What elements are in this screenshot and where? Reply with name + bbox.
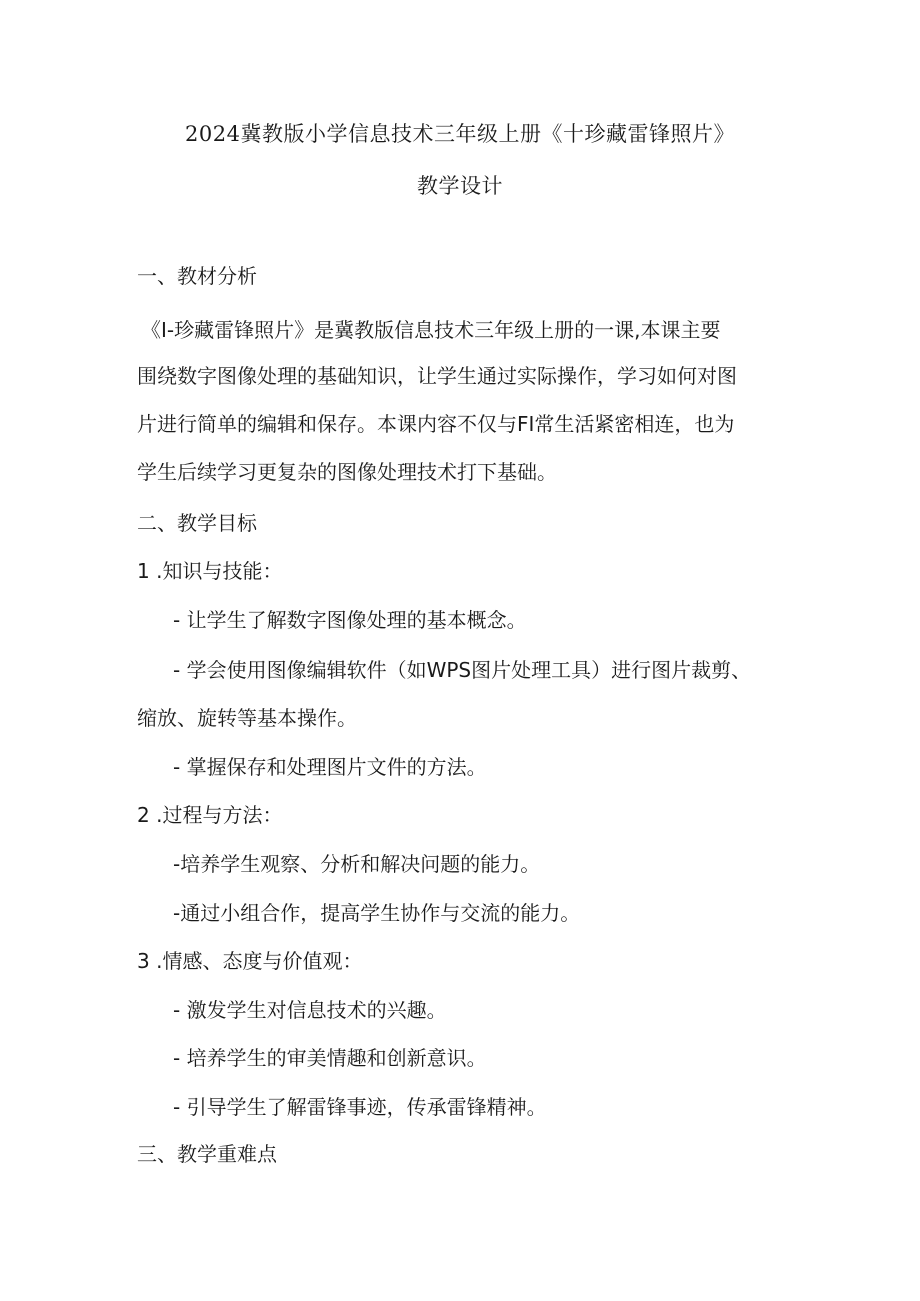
paragraph-line: 片进行简单的编辑和保存。本课内容不仅与FI常生活紧密相连，也为 bbox=[137, 412, 735, 436]
list-item: -通过小组合作，提高学生协作与交流的能力。 bbox=[173, 901, 581, 925]
section-heading-textbook-analysis: 一、教材分析 bbox=[137, 264, 257, 288]
goal-heading-emotions-values: 3 .情感、态度与价值观： bbox=[137, 949, 363, 973]
document-title: 2024冀教版小学信息技术三年级上册《十珍藏雷锋照片》 bbox=[185, 122, 735, 146]
list-item: - 激发学生对信息技术的兴趣。 bbox=[173, 998, 447, 1022]
list-item: - 培养学生的审美情趣和创新意识。 bbox=[173, 1046, 487, 1070]
list-item: - 学会使用图像编辑软件（如WPS图片处理工具）进行图片裁剪、 bbox=[173, 658, 752, 682]
goal-heading-knowledge-skills: 1 .知识与技能： bbox=[137, 559, 283, 583]
paragraph-line: 围绕数字图像处理的基础知识，让学生通过实际操作，学习如何对图 bbox=[137, 364, 737, 388]
list-item: - 引导学生了解雷锋事迹，传承雷锋精神。 bbox=[173, 1095, 547, 1119]
goal-heading-process-methods: 2 .过程与方法： bbox=[137, 803, 283, 827]
list-item-continuation: 缩放、旋转等基本操作。 bbox=[137, 706, 357, 730]
section-heading-key-difficulties: 三、教学重难点 bbox=[137, 1142, 277, 1166]
paragraph-line: 学生后续学习更复杂的图像处理技术打下基础。 bbox=[137, 460, 557, 484]
list-item: - 掌握保存和处理图片文件的方法。 bbox=[173, 755, 487, 779]
list-item: - 让学生了解数字图像处理的基本概念。 bbox=[173, 608, 527, 632]
list-item: -培养学生观察、分析和解决问题的能力。 bbox=[173, 852, 541, 876]
section-heading-teaching-goals: 二、教学目标 bbox=[137, 511, 257, 535]
document-subtitle: 教学设计 bbox=[417, 174, 503, 198]
paragraph-line: 《I-珍藏雷锋照片》是冀教版信息技术三年级上册的一课,本课主要 bbox=[141, 318, 721, 342]
